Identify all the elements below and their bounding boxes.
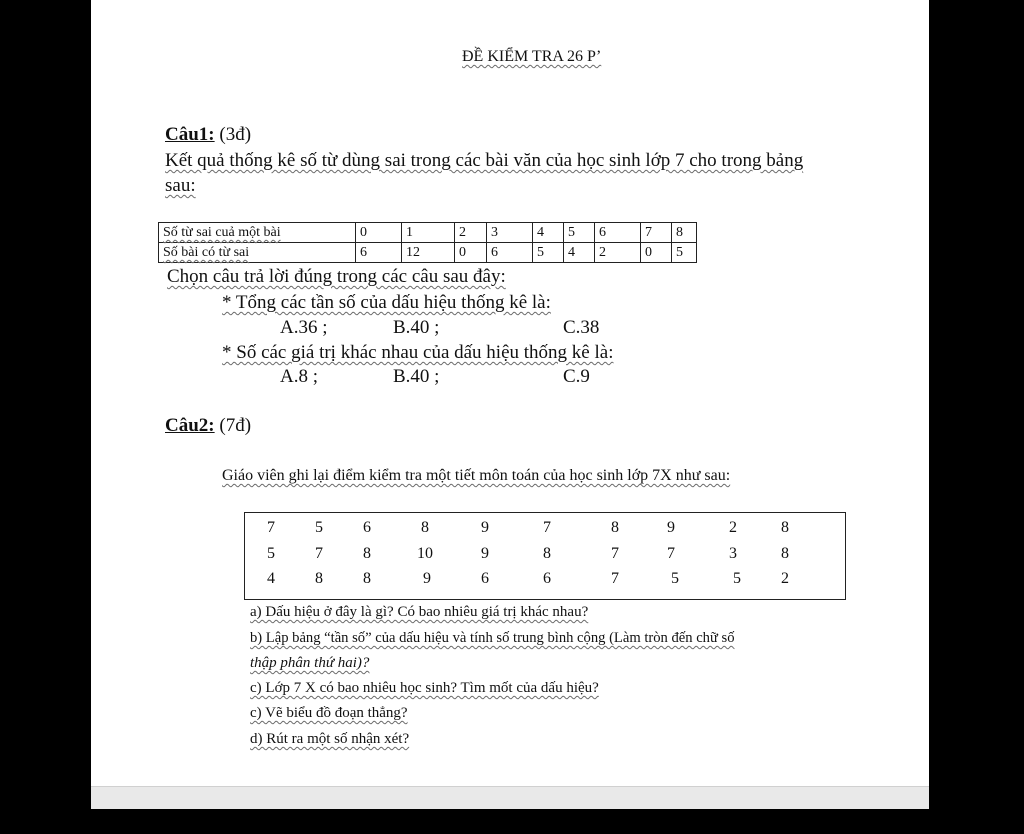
score-cell: 3 xyxy=(729,545,737,562)
score-cell: 5 xyxy=(733,570,741,587)
score-cell: 4 xyxy=(267,570,275,587)
score-cell: 6 xyxy=(481,570,489,587)
table-cell: 6 xyxy=(487,243,533,263)
table-cell: 6 xyxy=(356,243,402,263)
table-cell: 7 xyxy=(641,223,672,243)
table-cell: 4 xyxy=(564,243,595,263)
score-cell: 9 xyxy=(481,545,489,562)
question-1-intro-line2: sau: xyxy=(165,175,196,196)
scores-table xyxy=(244,512,846,600)
question-1-intro-line1: Kết quả thống kê số từ dùng sai trong các bài văn của học sinh lớp 7 cho trong bảng xyxy=(165,150,804,171)
score-cell: 8 xyxy=(421,519,429,536)
table-cell: 0 xyxy=(356,223,402,243)
table-row xyxy=(159,243,697,263)
score-cell: 7 xyxy=(267,519,275,536)
table-cell: 12 xyxy=(402,243,455,263)
question-2-heading xyxy=(165,415,251,437)
question-2-intro: Giáo viên ghi lại điểm kiểm tra một tiết môn toán của học sinh lớp 7X như sau: xyxy=(222,467,731,484)
score-cell: 9 xyxy=(481,519,489,536)
score-cell: 5 xyxy=(267,545,275,562)
horizontal-scrollbar[interactable] xyxy=(91,786,929,809)
sub-question-1: * Tổng các tần số của dấu hiệu thống kê là: xyxy=(222,292,551,313)
table-cell: 1 xyxy=(402,223,455,243)
score-cell: 6 xyxy=(543,570,551,587)
score-cell: 2 xyxy=(781,570,789,587)
score-cell: 8 xyxy=(543,545,551,562)
score-cell: 6 xyxy=(363,519,371,536)
score-cell: 8 xyxy=(363,570,371,587)
table-cell: 2 xyxy=(595,243,641,263)
frequency-table xyxy=(158,222,697,263)
task-b-line1: b) Lập bảng “tần số” của dấu hiệu và tính số trung bình cộng (Làm tròn đến chữ số xyxy=(250,630,735,646)
task-c2: c) Vẽ biểu đồ đoạn thẳng? xyxy=(250,705,408,721)
score-cell: 8 xyxy=(611,519,619,536)
table-header-cell: Số bài có từ sai xyxy=(159,243,356,263)
score-cell: 8 xyxy=(363,545,371,562)
question-2-points: (7đ) xyxy=(219,415,252,436)
score-cell: 9 xyxy=(667,519,675,536)
choose-instruction: Chọn câu trả lời đúng trong các câu sau đây: xyxy=(167,266,506,287)
table-cell: 6 xyxy=(595,223,641,243)
score-cell: 10 xyxy=(417,545,433,562)
table-cell: 3 xyxy=(487,223,533,243)
score-cell: 2 xyxy=(729,519,737,536)
table-cell: 0 xyxy=(455,243,487,263)
question-1-points: (3đ) xyxy=(219,124,252,145)
option-b: B.40 ; xyxy=(393,317,440,338)
table-cell: 2 xyxy=(455,223,487,243)
table-header-cell: Số từ sai cuả một bài xyxy=(159,223,356,243)
option-c: C.9 xyxy=(563,366,590,387)
question-1-heading xyxy=(165,124,251,146)
score-cell: 8 xyxy=(315,570,323,587)
table-cell: 5 xyxy=(672,243,697,263)
score-cell: 7 xyxy=(315,545,323,562)
question-1-label: Câu1: xyxy=(165,124,215,145)
score-cell: 7 xyxy=(611,570,619,587)
sub-question-2: * Số các giá trị khác nhau của dấu hiệu thống kê là: xyxy=(222,342,614,363)
table-cell: 5 xyxy=(564,223,595,243)
task-b-line2: thập phân thứ hai)? xyxy=(250,655,370,671)
page-title: ĐỀ KIỂM TRA 26 P’ xyxy=(462,48,602,65)
task-a: a) Dấu hiệu ở đây là gì? Có bao nhiêu giá trị khác nhau? xyxy=(250,604,589,620)
option-a: A.8 ; xyxy=(280,366,318,387)
option-a: A.36 ; xyxy=(280,317,328,338)
score-cell: 7 xyxy=(667,545,675,562)
question-2-label: Câu2: xyxy=(165,415,215,436)
score-cell: 5 xyxy=(315,519,323,536)
score-cell: 8 xyxy=(781,545,789,562)
table-cell: 5 xyxy=(533,243,564,263)
task-c: c) Lớp 7 X có bao nhiêu học sinh? Tìm mốt của dấu hiệu? xyxy=(250,680,599,696)
table-cell: 0 xyxy=(641,243,672,263)
table-cell: 4 xyxy=(533,223,564,243)
score-cell: 8 xyxy=(781,519,789,536)
table-row xyxy=(159,223,697,243)
table-cell: 8 xyxy=(672,223,697,243)
option-c: C.38 xyxy=(563,317,600,338)
task-d: d) Rút ra một số nhận xét? xyxy=(250,731,410,747)
score-cell: 7 xyxy=(611,545,619,562)
score-cell: 7 xyxy=(543,519,551,536)
score-cell: 5 xyxy=(671,570,679,587)
score-cell: 9 xyxy=(423,570,431,587)
option-b: B.40 ; xyxy=(393,366,440,387)
